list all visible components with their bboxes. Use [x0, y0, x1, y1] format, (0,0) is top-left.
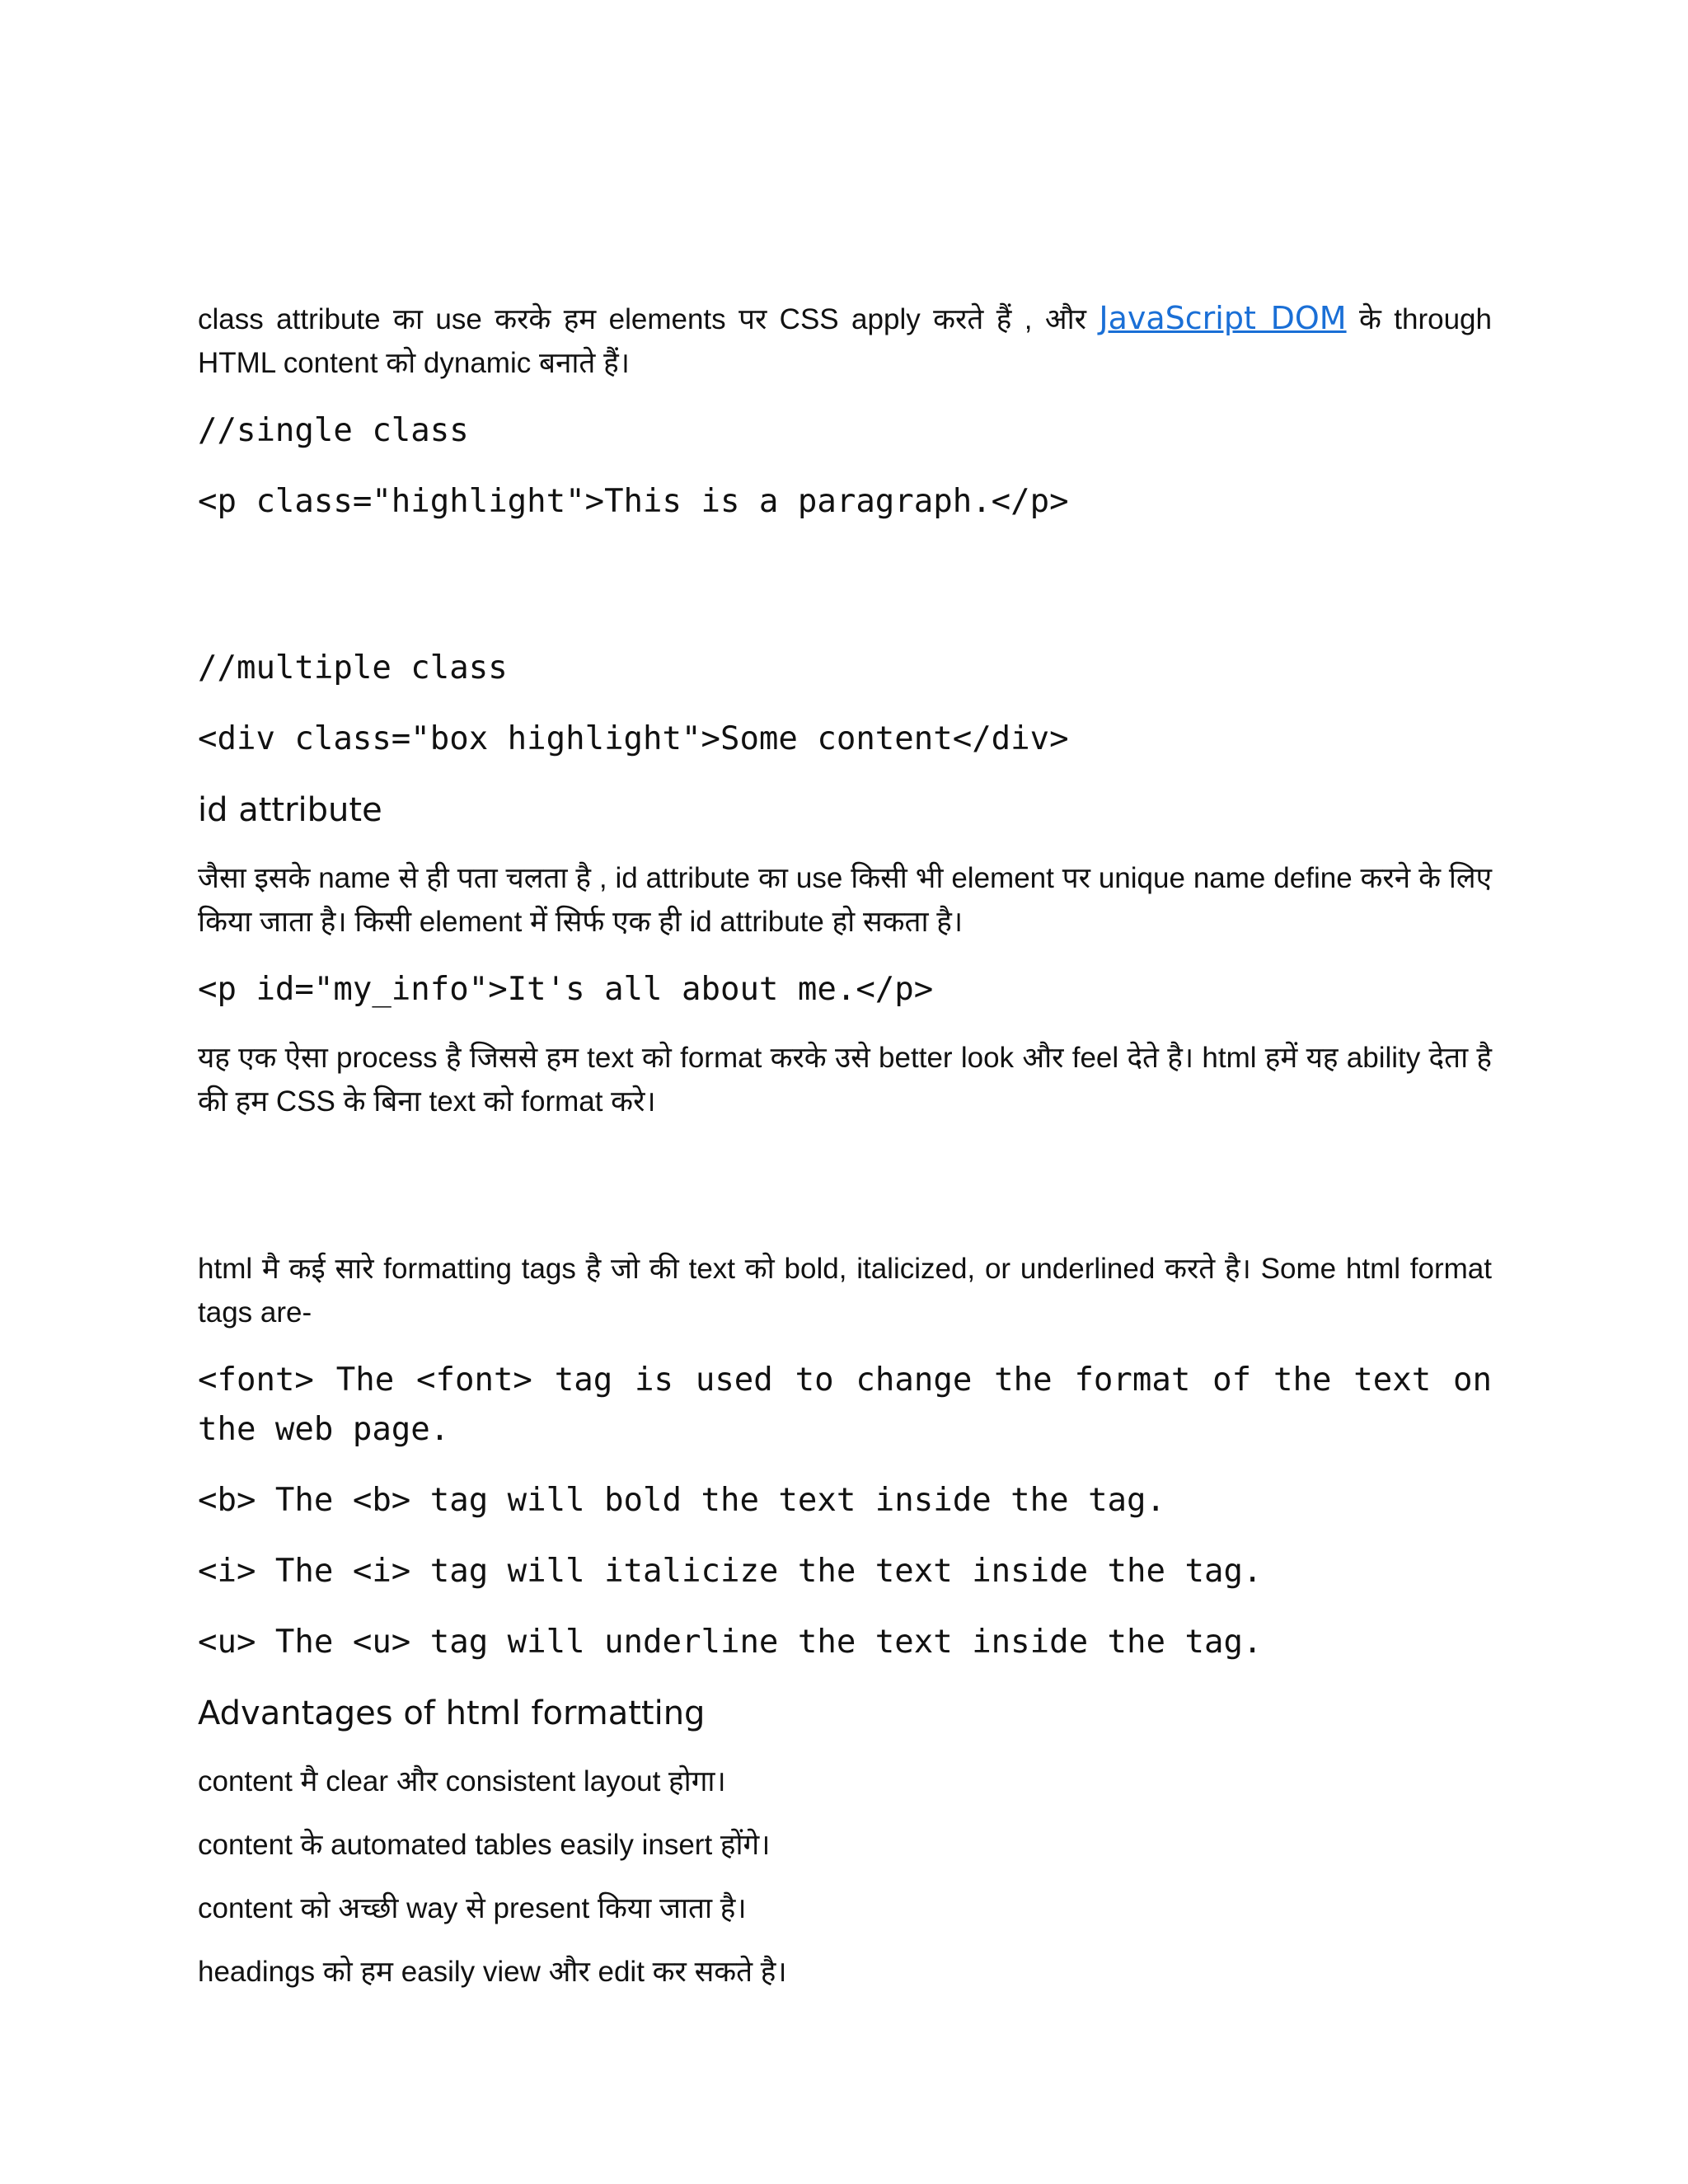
- class-attribute-paragraph: [198, 297, 1492, 385]
- advantage-item: content मै clear और consistent layout होगा।: [198, 1765, 726, 1797]
- class-attribute-text: class attribute का use करके हम elements पर CSS apply करते हैं , और: [198, 303, 1100, 335]
- advantage-item: content के automated tables easily insert होंगे।: [198, 1829, 771, 1861]
- advantage-item: content को अच्छी way से present किया जाता है।: [198, 1892, 747, 1924]
- id-attribute-heading: id attribute: [198, 791, 382, 829]
- id-attribute-description: जैसा इसके name से ही पता चलता है , id attribute का use किसी भी element पर unique name define करने के लिए किया जाता है। किसी element में सिर्फ एक ही id attribute हो सकता है।: [198, 862, 1492, 938]
- formatting-tags-intro: html मै कई सारे formatting tags है जो की text को bold, italicized, or underlined करते है। Some html format tags are-: [198, 1253, 1492, 1329]
- multiple-class-example: <div class="box highlight">Some content</div>: [198, 720, 1069, 757]
- document-page: [198, 297, 1512, 2013]
- advantages-heading: Advantages of html formatting: [198, 1694, 706, 1732]
- javascript-dom-link[interactable]: JavaScript DOM: [1099, 300, 1347, 336]
- bold-tag-description: <b> The <b> tag will bold the text inside the tag.: [198, 1482, 1165, 1519]
- class-attribute-text-end: के through HTML content को dynamic बनाते हैं।: [198, 303, 1492, 379]
- formatting-description: यह एक ऐसा process है जिससे हम text को format करके उसे better look और feel देते है। html हमें यह ability देता है की हम CSS के बिना text को format करे।: [198, 1042, 1492, 1118]
- italic-tag-description: <i> The <i> tag will italicize the text inside the tag.: [198, 1553, 1263, 1590]
- single-class-example: <p class="highlight">This is a paragraph.</p>: [198, 483, 1069, 520]
- multiple-class-comment: //multiple class: [198, 649, 508, 687]
- underline-tag-description: <u> The <u> tag will underline the text inside the tag.: [198, 1624, 1263, 1661]
- single-class-comment: //single class: [198, 412, 469, 449]
- font-tag-description: <font> The <font> tag is used to change the format of the text on the web page.: [198, 1361, 1512, 1448]
- advantage-item: headings को हम easily view और edit कर सकते है।: [198, 1956, 787, 1988]
- id-attribute-example: <p id="my_info">It's all about me.</p>: [198, 971, 934, 1008]
